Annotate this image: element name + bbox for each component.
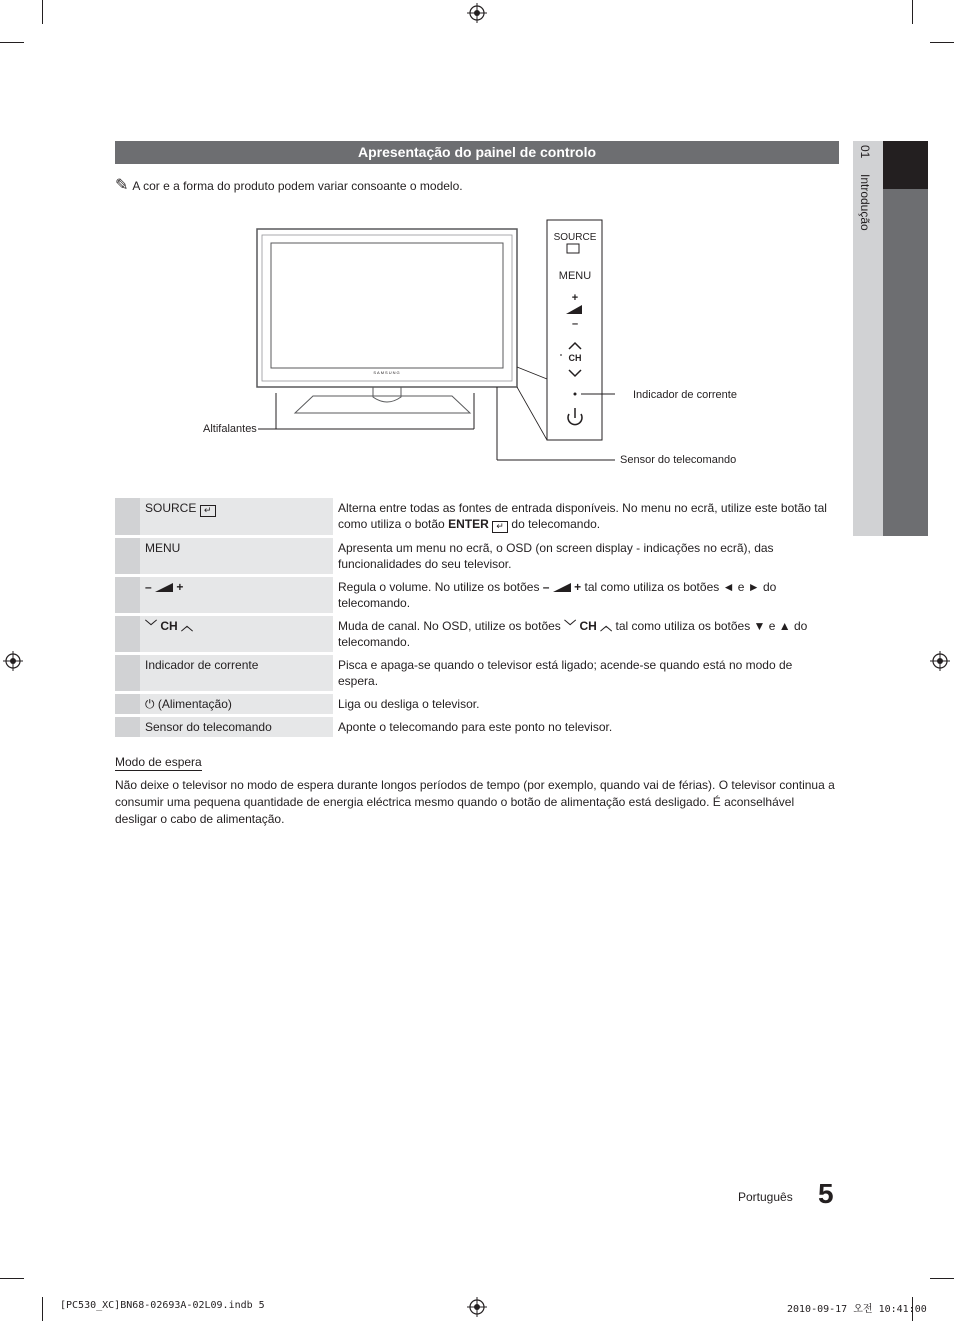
registration-mark-icon xyxy=(930,651,950,671)
row-marker xyxy=(115,655,140,691)
row-key: MENU xyxy=(140,538,333,574)
row-key: ﹀ CH ︿ xyxy=(140,616,333,652)
row-marker xyxy=(115,616,140,652)
chevron-down-icon: ﹀ xyxy=(145,619,158,633)
row-value: Pisca e apaga-se quando o televisor está ligado; acende-se quando está no modo de espera. xyxy=(338,658,793,688)
volume-icon xyxy=(553,583,571,592)
crop-mark xyxy=(0,1278,24,1279)
row-value: Liga ou desliga o televisor. xyxy=(338,697,480,711)
registration-mark-icon xyxy=(467,1297,487,1317)
row-value: Alterna entre todas as fontes de entrada disponíveis. No menu no ecrã, utilize este botão tal como utiliza o botão ENTER ↵ do telecomando. xyxy=(338,501,827,531)
side-tab-dark xyxy=(883,141,928,536)
section-title: Apresentação do painel de controlo xyxy=(115,141,839,164)
row-value: Muda de canal. No OSD, utilize os botões ﹀ CH ︿ tal como utiliza os botões ▼ e ▲ do telecomando. xyxy=(338,619,808,649)
power-indicator-label: Indicador de corrente xyxy=(633,389,737,401)
row-marker xyxy=(115,538,140,574)
row-key: Sensor do telecomando xyxy=(140,717,333,737)
chapter-name: Introdução xyxy=(858,173,872,231)
chapter-number: 01 xyxy=(858,145,872,159)
table-row xyxy=(115,538,839,574)
print-timestamp: 2010-09-17 오전 10:41:00 xyxy=(787,1304,927,1315)
tv-brand: SAMSUNG xyxy=(373,370,401,375)
crop-mark xyxy=(42,1297,43,1321)
row-marker xyxy=(115,717,140,737)
table-row xyxy=(115,694,839,714)
control-table xyxy=(115,498,839,740)
registration-mark-icon xyxy=(3,651,23,671)
speakers-label: Altifalantes xyxy=(203,423,257,435)
standby-body: Não deixe o televisor no modo de espera durante longos períodos de tempo (por exemplo, quando vai de férias). O televisor continua a consumir uma pequena quantidade de energia eléctrica mesmo quando o botão de alimentação está desligado. É aconselhável desligar o cabo de alimentação. xyxy=(115,778,835,826)
pencil-note-icon: ✎ xyxy=(115,177,129,194)
registration-mark-icon xyxy=(467,3,487,23)
tv-diagram xyxy=(190,215,750,475)
crop-mark xyxy=(0,42,24,43)
power-icon: ⏻ xyxy=(145,697,155,711)
row-key: ⏻ (Alimentação) xyxy=(140,694,333,714)
remote-sensor-label: Sensor do telecomando xyxy=(620,454,737,466)
row-value: Regula o volume. No utilize os botões – + tal como utiliza os botões ◄ e ► do telecomando. xyxy=(338,580,777,610)
enter-icon: ↵ xyxy=(200,505,216,517)
table-row xyxy=(115,717,839,737)
language-label: Português xyxy=(738,1190,793,1204)
crop-mark xyxy=(912,0,913,24)
side-tab-marker xyxy=(883,141,928,189)
note xyxy=(115,175,463,195)
row-marker xyxy=(115,694,140,714)
table-row xyxy=(115,498,839,535)
row-marker xyxy=(115,498,140,535)
table-row xyxy=(115,655,839,691)
chevron-up-icon: ︿ xyxy=(181,619,194,633)
panel-menu-label: MENU xyxy=(558,270,592,282)
row-key: – + xyxy=(140,577,333,613)
row-value: Apresenta um menu no ecrã, o OSD (on screen display - indicações no ecrã), das funcionalidades do seu televisor. xyxy=(338,541,774,571)
page-number: 5 xyxy=(818,1178,834,1209)
chapter-label xyxy=(858,145,872,242)
standby-title: Modo de espera xyxy=(115,755,202,769)
tv-illustration xyxy=(190,215,750,475)
chevron-up-icon: ︿ xyxy=(600,619,613,633)
table-row xyxy=(115,616,839,652)
crop-mark xyxy=(930,42,954,43)
panel-ch-label: CH xyxy=(568,353,582,363)
panel-volume-plus: + xyxy=(571,292,579,304)
enter-icon: ↵ xyxy=(492,521,508,533)
panel-source-label: SOURCE xyxy=(553,232,597,243)
volume-icon xyxy=(155,583,173,592)
file-info: [PC530_XC]BN68-02693A-02L09.indb 5 xyxy=(60,1300,265,1311)
note-text: A cor e a forma do produto podem variar consoante o modelo. xyxy=(132,179,463,193)
table-row xyxy=(115,577,839,613)
crop-mark xyxy=(930,1278,954,1279)
row-value: Aponte o telecomando para este ponto no televisor. xyxy=(338,720,613,734)
crop-mark xyxy=(42,0,43,24)
chevron-down-icon: ﹀ xyxy=(564,619,577,633)
row-marker xyxy=(115,577,140,613)
row-key: SOURCE ↵ xyxy=(140,498,333,535)
panel-volume-minus: – xyxy=(571,318,579,330)
row-key: Indicador de corrente xyxy=(140,655,333,691)
